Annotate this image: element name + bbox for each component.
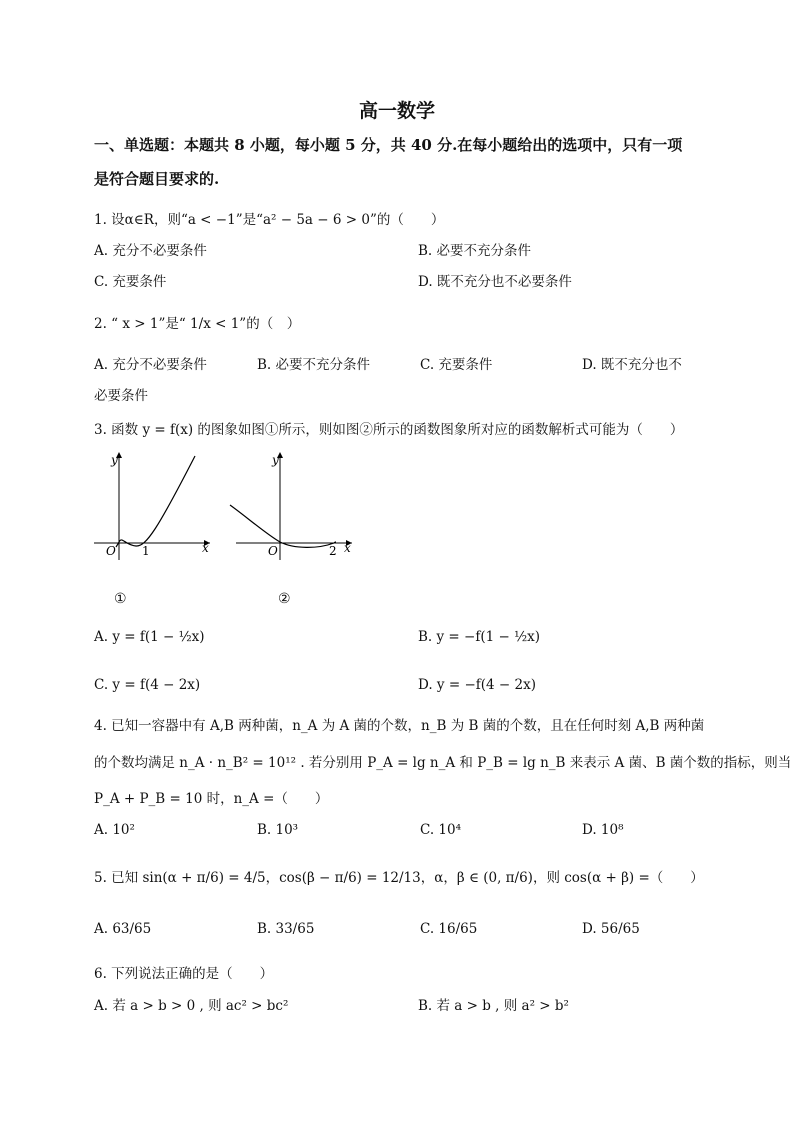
q1-stem: 1. 设α∈R，则“a < −1”是“a² − 5a − 6 > 0”的（ ）: [94, 212, 445, 228]
q6-option-a: A. 若 a > b > 0 , 则 ac² > bc²: [94, 998, 289, 1014]
figure-1-graph: [88, 448, 218, 563]
q5-option-c: C. 16/65: [420, 921, 478, 937]
q5-option-d: D. 56/65: [582, 921, 640, 937]
q2-option-a: A. 充分不必要条件: [94, 357, 207, 373]
figure-2-label: ②: [278, 591, 291, 607]
q1-option-c: C. 充要条件: [94, 274, 167, 290]
q3-option-b: B. y = −f(1 − ½x): [418, 629, 541, 645]
page-title: 高一数学: [358, 100, 435, 122]
q4-option-a: A. 10²: [94, 822, 135, 838]
fig1-x-label: x: [202, 541, 209, 555]
fig2-origin-label: O: [268, 544, 278, 558]
q3-option-d: D. y = −f(4 − 2x): [418, 677, 536, 693]
q5-option-b: B. 33/65: [257, 921, 315, 937]
q2-option-d: D. 既不充分也不: [582, 357, 682, 373]
q6-stem: 6. 下列说法正确的是（ ）: [94, 966, 274, 982]
q2-stem: 2. “ x > 1”是“ 1/x < 1”的（ ）: [94, 316, 301, 332]
q3-option-c: C. y = f(4 − 2x): [94, 677, 201, 693]
fig2-tick-2: 2: [329, 544, 337, 558]
q5-stem: 5. 已知 sin(α + π/6) = 4/5，cos(β − π/6) = 12/13，α，β ∈ (0, π/6)，则 cos(α + β) =（ ）: [94, 870, 704, 886]
fig1-curve: [116, 456, 195, 547]
section-header-line2: 是符合题目要求的.: [94, 170, 220, 188]
q3-stem: 3. 函数 y = f(x) 的图象如图①所示，则如图②所示的函数图象所对应的函数解析式可能为（ ）: [94, 422, 684, 438]
fig2-y-label: y: [272, 453, 279, 467]
q1-option-b: B. 必要不充分条件: [418, 243, 532, 259]
fig1-origin-label: O: [106, 544, 116, 558]
q4-line1: 4. 已知一容器中有 A,B 两种菌，n_A 为 A 菌的个数，n_B 为 B 菌的个数，且在任何时刻 A,B 两种菌: [94, 718, 705, 734]
q4-option-d: D. 10⁸: [582, 822, 624, 838]
fig2-x-label: x: [344, 541, 351, 555]
q4-line2: 的个数均满足 n_A · n_B² = 10¹² . 若分别用 P_A = lg n_A 和 P_B = lg n_B 来表示 A 菌、B 菌个数的指标，则当: [94, 755, 792, 771]
q1-option-d: D. 既不充分也不必要条件: [418, 274, 572, 290]
fig1-tick-1: 1: [142, 544, 150, 558]
figure-1-label: ①: [114, 591, 127, 607]
q3-option-a: A. y = f(1 − ½x): [94, 629, 205, 645]
q2-option-d-continued: 必要条件: [94, 388, 148, 404]
q4-line3: P_A + P_B = 10 时，n_A =（ ）: [94, 791, 329, 807]
q5-option-a: A. 63/65: [94, 921, 152, 937]
q4-option-c: C. 10⁴: [420, 822, 462, 838]
q2-option-c: C. 充要条件: [420, 357, 493, 373]
section-header-line1: 一、单选题：本题共 8 小题，每小题 5 分，共 40 分.在每小题给出的选项中，只有一项: [94, 136, 683, 154]
q2-option-b: B. 必要不充分条件: [257, 357, 371, 373]
fig2-curve: [230, 505, 336, 547]
q1-option-a: A. 充分不必要条件: [94, 243, 207, 259]
fig1-y-label: y: [111, 453, 118, 467]
q6-option-b: B. 若 a > b , 则 a² > b²: [418, 998, 569, 1014]
figure-2-graph: [228, 448, 358, 563]
q4-option-b: B. 10³: [257, 822, 299, 838]
